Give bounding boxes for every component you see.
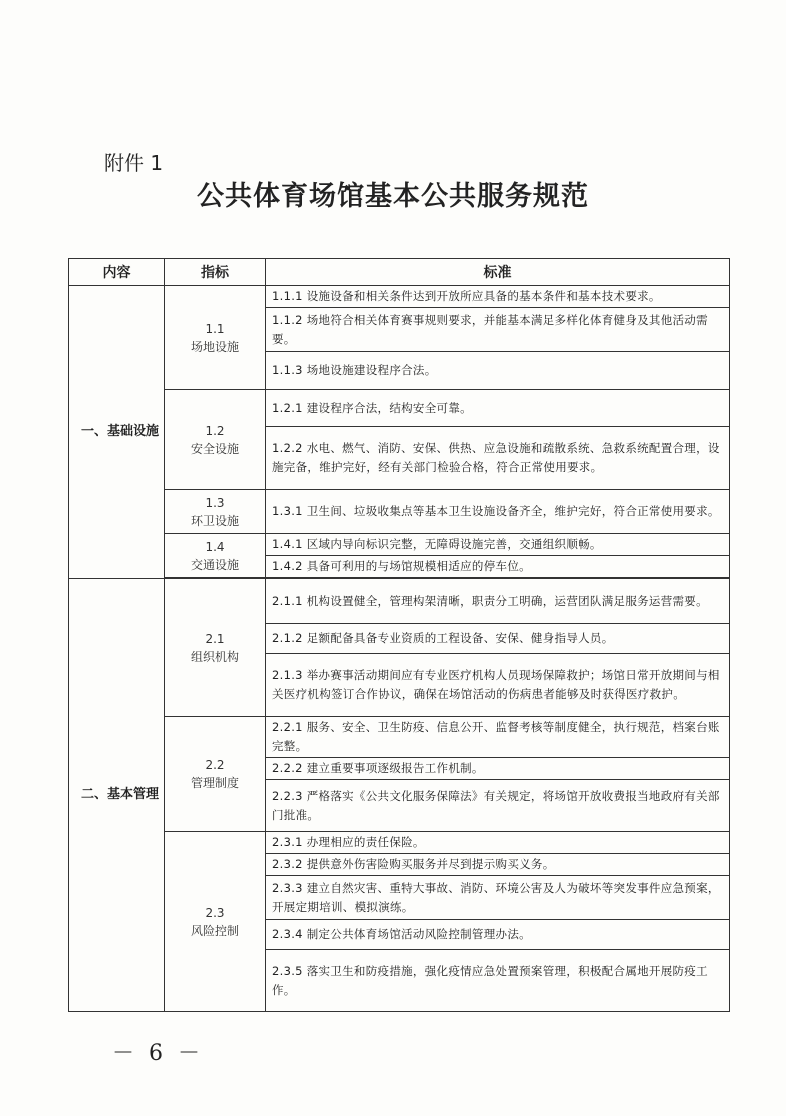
standard-cell: 2.3.2 提供意外伤害险购买服务并尽到提示购买义务。: [266, 854, 730, 876]
indicator-code: 1.4: [205, 539, 225, 554]
table-row: [69, 390, 730, 427]
indicator-cell: [165, 390, 266, 490]
standard-cell: 1.3.1 卫生间、垃圾收集点等基本卫生设施设备齐全，维护完好，符合正常使用要求。: [266, 490, 730, 534]
category-cell: 一、基础设施: [69, 286, 165, 579]
standard-cell: 2.1.2 足额配备具备专业资质的工程设备、安保、健身指导人员。: [266, 624, 730, 654]
indicator-cell: [165, 579, 266, 717]
standard-cell: 1.4.1 区域内导向标识完整，无障碍设施完善，交通组织顺畅。: [266, 534, 730, 556]
indicator-code: 1.1: [205, 321, 225, 336]
standard-cell: 2.1.3 举办赛事活动期间应有专业医疗机构人员现场保障救护；场馆日常开放期间与相关医疗机构签订合作协议，确保在场馆活动的伤病患者能够及时获得医疗救护。: [266, 654, 730, 717]
category-cell: 二、基本管理: [69, 579, 165, 1012]
header-content: 内容: [69, 259, 165, 286]
table-row: [69, 534, 730, 556]
indicator-cell: [165, 286, 266, 390]
standard-cell: 1.1.2 场地符合相关体育赛事规则要求，并能基本满足多样化体育健身及其他活动需要。: [266, 308, 730, 352]
indicator-code: 2.2: [205, 758, 225, 772]
standard-cell: 2.3.1 办理相应的责任保险。: [266, 832, 730, 854]
standard-cell: 2.1.1 机构设置健全，管理构架清晰，职责分工明确，运营团队满足服务运营需要。: [266, 579, 730, 624]
standard-cell: 1.2.2 水电、燃气、消防、安保、供热、应急设施和疏散系统、急救系统配置合理，设施完备，维护完好，经有关部门检验合格，符合正常使用要求。: [266, 427, 730, 490]
standard-cell: 1.2.1 建设程序合法，结构安全可靠。: [266, 390, 730, 427]
table-row: [69, 717, 730, 758]
standard-cell: 2.2.3 严格落实《公共文化服务保障法》有关规定，将场馆开放收费报当地政府有关部门批准。: [266, 780, 730, 832]
standard-cell: 1.1.1 设施设备和相关条件达到开放所应具备的基本条件和基本技术要求。: [266, 286, 730, 308]
indicator-name: 风险控制: [190, 923, 239, 938]
table-row: [69, 286, 730, 308]
indicator-name: 交通设施: [190, 557, 239, 572]
indicator-cell: [165, 534, 266, 578]
standard-cell: 2.2.1 服务、安全、卫生防疫、信息公开、监督考核等制度健全，执行规范，档案台账完整。: [266, 717, 730, 758]
page-title: 公共体育场馆基本公共服务规范: [197, 181, 589, 212]
attachment-label: 附件 1: [104, 151, 164, 175]
indicator-cell: [165, 832, 266, 1012]
table-body: [69, 286, 730, 1012]
standard-cell: 1.1.3 场地设施建设程序合法。: [266, 352, 730, 390]
header-indicator: 指标: [165, 259, 266, 286]
standard-cell: 1.4.2 具备可利用的与场馆规模相适应的停车位。: [266, 556, 730, 578]
indicator-code: 1.3: [205, 495, 225, 510]
header-standard: 标准: [266, 259, 730, 286]
indicator-name: 安全设施: [190, 441, 239, 456]
indicator-name: 场地设施: [190, 339, 239, 354]
standard-cell: 2.3.5 落实卫生和防疫措施，强化疫情应急处置预案管理，积极配合属地开展防疫工作。: [266, 950, 730, 1012]
table-row: [69, 832, 730, 854]
standard-cell: 2.2.2 建立重要事项逐级报告工作机制。: [266, 758, 730, 780]
service-standard-table: [68, 258, 730, 1012]
table-row: [69, 579, 730, 624]
table-row: [69, 490, 730, 534]
indicator-name: 环卫设施: [190, 513, 239, 528]
page-number: － 6 －: [112, 1041, 204, 1066]
indicator-cell: [165, 717, 266, 832]
indicator-name: 组织机构: [190, 649, 239, 664]
indicator-code: 2.3: [205, 905, 225, 920]
standard-cell: 2.3.3 建立自然灾害、重特大事故、消防、环境公害及人为破坏等突发事件应急预案，开展定期培训、模拟演练。: [266, 876, 730, 920]
indicator-cell: [165, 490, 266, 534]
indicator-name: 管理制度: [190, 776, 239, 790]
table-header-row: [69, 259, 730, 286]
indicator-code: 1.2: [205, 423, 225, 438]
standard-cell: 2.3.4 制定公共体育场馆活动风险控制管理办法。: [266, 920, 730, 950]
indicator-code: 2.1: [205, 631, 225, 646]
